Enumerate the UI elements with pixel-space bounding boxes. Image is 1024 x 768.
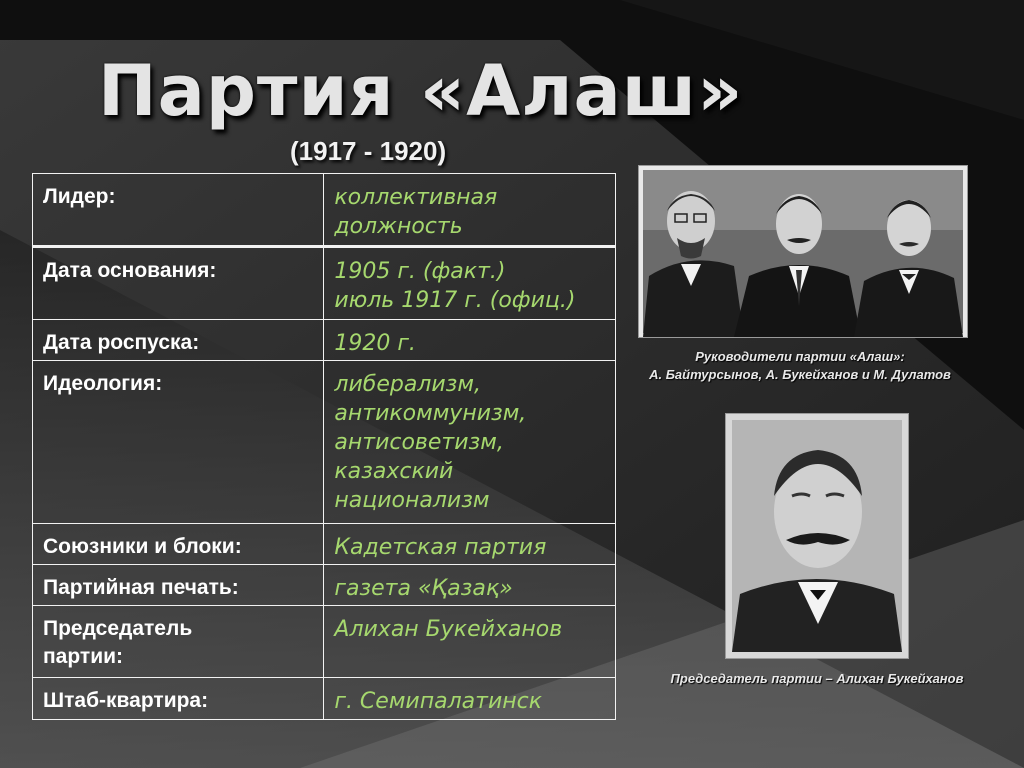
table-row-founded [33,247,616,320]
table-row-ideology [33,361,616,524]
value-line: газета «Қазақ» [334,576,513,601]
row-label: Дата основания: [33,247,324,320]
row-label [33,606,324,678]
portrait-image [726,414,908,658]
portrait-caption: Председатель партии – Алихан Букейханов [670,671,964,686]
slide-title: Партия «Алаш» [98,50,744,132]
table-row-chairman [33,606,616,678]
value-line: национализм [334,488,490,513]
value-line: коллективная [334,185,498,210]
group-photo-image [639,166,967,337]
table-row-leader [33,174,616,247]
value-line: Алихан Букейханов [334,617,563,642]
group-photo [638,165,968,338]
table-row-dissolved [33,320,616,361]
value-line: должность [334,214,463,239]
row-value [324,361,616,524]
row-label: Партийная печать: [33,565,324,606]
label-line: Председатель [43,617,193,640]
value-line: казахский [334,459,454,484]
value-line: антисоветизм, [334,430,504,455]
slide-subtitle: (1917 - 1920) [290,136,447,166]
row-value [324,606,616,678]
value-line: 1920 г. [334,331,416,356]
table-row-press [33,565,616,606]
value-line: либерализм, [334,372,481,397]
row-value [324,678,616,720]
row-value [324,524,616,565]
row-label: Штаб-квартира: [33,678,324,720]
row-value [324,565,616,606]
row-label: Лидер: [33,174,324,247]
label-line: партии: [43,645,124,668]
table-row-headquarters [33,678,616,720]
value-line: антикоммунизм, [334,401,527,426]
caption-line: А. Байтурсынов, А. Букейханов и М. Дулатов [649,367,951,382]
caption-line: Руководители партии «Алаш»: [695,349,905,364]
value-line: 1905 г. (факт.) [334,259,506,284]
row-value [324,320,616,361]
party-info-table [32,173,616,720]
row-label: Дата роспуска: [33,320,324,361]
value-line: июль 1917 г. (офиц.) [334,288,576,313]
row-value [324,174,616,247]
row-label: Идеология: [33,361,324,524]
row-value [324,247,616,320]
value-line: г. Семипалатинск [334,689,543,714]
row-label: Союзники и блоки: [33,524,324,565]
value-line: Кадетская партия [334,535,547,560]
group-photo-caption [600,348,1000,384]
portrait-photo [725,413,909,659]
table-row-allies [33,524,616,565]
